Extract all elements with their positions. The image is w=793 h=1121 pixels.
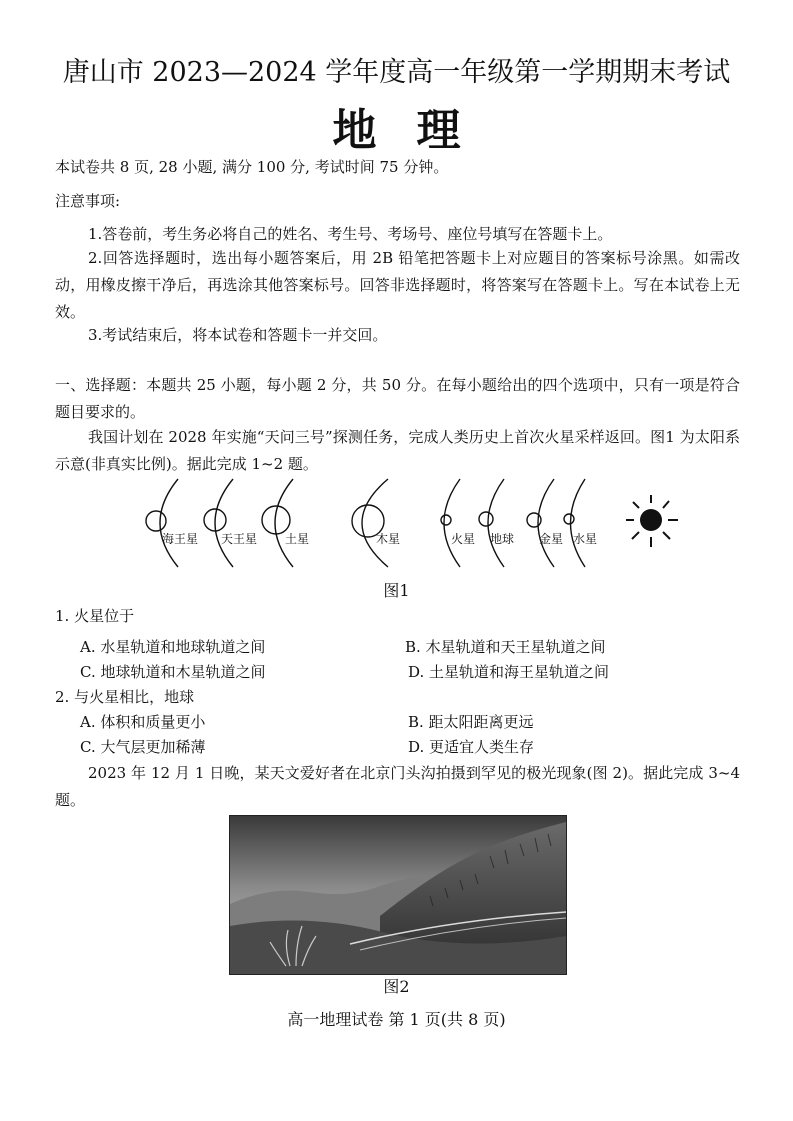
section-heading: 一、选择题：本题共 25 小题，每小题 2 分，共 50 分。在每小题给出的四个选项中，只有一项是符合题目要求的。 [55, 376, 740, 421]
notice-item-2: 2.回答选择题时，选出每小题答案后，用 2B 铅笔把答题卡上对应题目的答案标号涂黑。如需改动，用橡皮擦干净后，再选涂其他答案标号。回答非选择题时，将答案写在答题卡上。写在本试卷上无效。 [55, 249, 740, 321]
question-2-option-c: C. 大气层更加稀薄 [80, 738, 206, 756]
label-venus: 金星 [539, 532, 564, 546]
label-neptune: 海王星 [162, 532, 199, 546]
aurora-photo [229, 815, 567, 975]
planet-neptune [146, 511, 166, 531]
question-2-stem: 2. 与火星相比，地球 [55, 688, 195, 706]
question-1-option-b: B. 木星轨道和天王星轨道之间 [405, 638, 606, 656]
exam-intro: 本试卷共 8 页, 28 小题, 满分 100 分, 考试时间 75 分钟。 [55, 158, 449, 176]
question-2-option-d: D. 更适宜人类生存 [408, 738, 535, 756]
planet-mars [441, 515, 451, 525]
question-1-option-d: D. 土星轨道和海王星轨道之间 [408, 663, 610, 681]
label-mars: 火星 [451, 532, 476, 546]
question-2-option-a: A. 体积和质量更小 [80, 713, 206, 731]
orbit-uranus [215, 479, 233, 567]
orbit-mars [444, 479, 460, 567]
question-1-stem: 1. 火星位于 [55, 607, 135, 625]
exam-title: 唐山市 2023—2024 学年度高一年级第一学期期末考试 [62, 57, 731, 88]
planet-earth [479, 512, 493, 526]
notice-heading: 注意事项: [55, 192, 121, 210]
planet-mercury [564, 514, 574, 524]
label-uranus: 天王星 [221, 532, 258, 546]
question-stem-3-4: 2023 年 12 月 1 日晚，某天文爱好者在北京门头沟拍摄到罕见的极光现象(图 2)。据此完成 3~4 题。 [55, 764, 740, 809]
orbit-earth [488, 479, 504, 567]
figure1-caption: 图1 [383, 581, 410, 600]
question-stem-1-2: 我国计划在 2028 年实施“天问三号”探测任务，完成人类历史上首次火星采样返回。图1 为太阳系示意(非真实比例)。据此完成 1~2 题。 [55, 428, 740, 473]
label-earth: 地球 [490, 532, 515, 546]
planet-venus [527, 513, 541, 527]
notice-item-3: 3.考试结束后，将本试卷和答题卡一并交回。 [88, 326, 388, 344]
figure2-caption: 图2 [383, 977, 410, 996]
label-saturn: 土星 [285, 532, 310, 546]
sun-icon [626, 495, 678, 547]
page-footer: 高一地理试卷 第 1 页(共 8 页) [287, 1010, 506, 1029]
solar-system-diagram [130, 473, 690, 573]
notice-item-1: 1.答卷前，考生务必将自己的姓名、考生号、考场号、座位号填写在答题卡上。 [88, 225, 613, 243]
question-1-option-a: A. 水星轨道和地球轨道之间 [80, 638, 266, 656]
label-mercury: 水星 [573, 532, 598, 546]
label-jupiter: 木星 [376, 532, 401, 546]
question-1-option-c: C. 地球轨道和木星轨道之间 [80, 663, 266, 681]
orbit-neptune [160, 479, 178, 567]
subject-title: 地理 [332, 105, 501, 156]
question-2-option-b: B. 距太阳距离更远 [408, 713, 534, 731]
